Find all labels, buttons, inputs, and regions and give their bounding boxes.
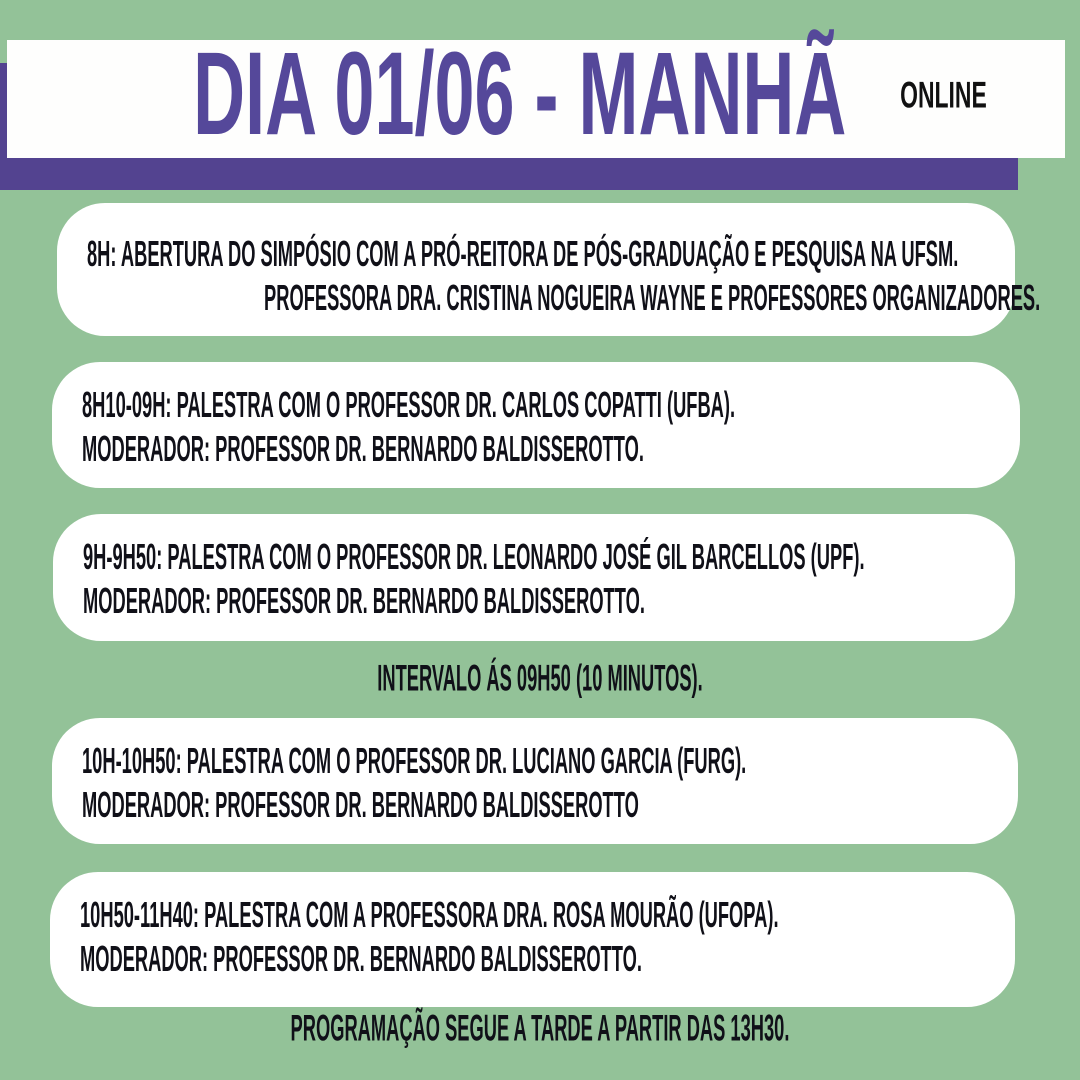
schedule-card-text bbox=[52, 718, 1018, 828]
afternoon-continuation-note: PROGRAMAÇÃO SEGUE A TARDE A PARTIR DAS 13H30. bbox=[290, 1007, 790, 1049]
schedule-card-text bbox=[50, 872, 1015, 982]
schedule-card-opening bbox=[57, 203, 1041, 336]
schedule-card-talk-barcellos bbox=[53, 514, 1015, 641]
schedule-line: MODERADOR: PROFESSOR DR. BERNARDO BALDISSEROTTO bbox=[82, 785, 639, 826]
schedule-line: MODERADOR: PROFESSOR DR. BERNARDO BALDISSEROTTO. bbox=[80, 939, 642, 980]
schedule-line: MODERADOR: PROFESSOR DR. BERNARDO BALDISSEROTTO. bbox=[83, 581, 645, 622]
schedule-line: 8H: ABERTURA DO SIMPÓSIO COM A PRÓ-REITORA DE PÓS-GRADUAÇÃO E PESQUISA NA UFSM. bbox=[87, 234, 959, 275]
schedule-line: 10H-10H50: PALESTRA COM O PROFESSOR DR. LUCIANO GARCIA (FURG). bbox=[82, 741, 747, 782]
schedule-line: MODERADOR: PROFESSOR DR. BERNARDO BALDISSEROTTO. bbox=[82, 429, 644, 470]
schedule-card-talk-mourao bbox=[50, 872, 1015, 1007]
interval-note: INTERVALO ÁS 09H50 (10 MINUTOS). bbox=[377, 657, 703, 699]
header-banner bbox=[7, 28, 1065, 160]
schedule-card-talk-garcia bbox=[52, 718, 1018, 844]
online-badge: ONLINE bbox=[900, 74, 987, 116]
schedule-card-text bbox=[57, 203, 1041, 321]
schedule-card-text bbox=[52, 362, 1020, 472]
schedule-card-talk-copatti bbox=[52, 362, 1020, 488]
schedule-line: 8H10-09H: PALESTRA COM O PROFESSOR DR. CARLOS COPATTI (UFBA). bbox=[82, 385, 736, 426]
schedule-card-text bbox=[53, 514, 1015, 624]
schedule-line: 10H50-11H40: PALESTRA COM A PROFESSORA DRA. ROSA MOURÃO (UFOPA). bbox=[80, 895, 779, 936]
schedule-line: PROFESSORA DRA. CRISTINA NOGUEIRA WAYNE E PROFESSORES ORGANIZADORES. bbox=[264, 278, 1041, 319]
schedule-line: 9H-9H50: PALESTRA COM O PROFESSOR DR. LEONARDO JOSÉ GIL BARCELLOS (UPF). bbox=[83, 537, 865, 578]
page-title: DIA 01/06 - MANHÃ bbox=[192, 28, 846, 160]
